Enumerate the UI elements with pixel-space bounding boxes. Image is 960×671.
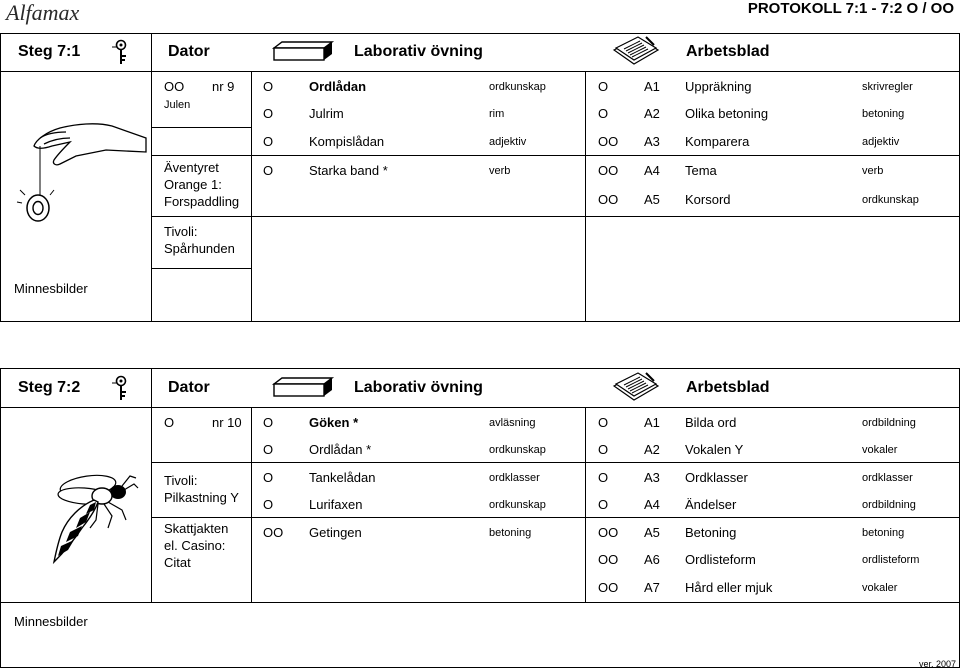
ab-row-tag: verb — [862, 165, 884, 177]
ab-row-mark: OO — [598, 163, 619, 178]
dator-row-name: Starka band * — [309, 163, 388, 178]
dator-row-tag: ordklasser — [489, 472, 540, 484]
ab-row-mark: O — [598, 497, 609, 512]
dator-row-name: Kompislådan — [309, 134, 385, 149]
ab-row-code: A3 — [644, 470, 660, 485]
dator-row-mark: O — [263, 415, 274, 430]
ab-row-mark: O — [598, 442, 609, 457]
yoyo-hand-illustration — [16, 116, 148, 224]
column-arbetsblad: Arbetsblad — [686, 43, 770, 60]
ab-row-mark: OO — [598, 580, 619, 595]
ab-row-code: A2 — [644, 106, 660, 121]
ab-row-code: A3 — [644, 134, 660, 149]
step2-left-skattjakten: Skattjakten — [164, 521, 229, 536]
ab-row-tag: ordklasser — [862, 472, 913, 484]
ab-row-code: A2 — [644, 442, 660, 457]
ab-row-tag: skrivregler — [862, 81, 913, 93]
dator-row-mark: O — [263, 106, 274, 121]
dator-row-tag: ordkunskap — [489, 499, 546, 511]
step1-left-tivoli: Tivoli: — [164, 224, 198, 239]
ab-row-tag: betoning — [862, 108, 905, 120]
dator-row-tag: verb — [489, 165, 511, 177]
step1-left-nr: nr 9 — [212, 79, 235, 94]
dator-row-name: Lurifaxen — [309, 497, 363, 512]
dator-row-name: Göken * — [309, 415, 359, 430]
ab-row-code: A4 — [644, 497, 660, 512]
step1-left-mark: OO — [164, 79, 185, 94]
ab-row-name: Vokalen Y — [685, 442, 744, 457]
ab-row-name: Olika betoning — [685, 106, 769, 121]
block-icon — [272, 40, 334, 62]
ab-row-name: Komparera — [685, 134, 750, 149]
column-labb: Laborativ övning — [354, 379, 483, 396]
dator-row-mark: O — [263, 497, 274, 512]
ab-row-name: Ordklasser — [685, 470, 748, 485]
ab-row-mark: OO — [598, 134, 619, 149]
ab-row-tag: ordbildning — [862, 499, 916, 511]
ab-row-tag: vokaler — [862, 582, 898, 594]
step2-left-casino: el. Casino: — [164, 538, 226, 553]
step1-left-aventyret: Äventyret — [164, 160, 219, 175]
ab-row-tag: ordlisteform — [862, 554, 920, 566]
column-dator: Dator — [168, 43, 210, 60]
step2-left-pilkastning: Pilkastning Y — [164, 490, 239, 505]
step2-left-tivoli: Tivoli: — [164, 473, 198, 488]
block-icon — [272, 376, 334, 398]
dator-row-name: Julrim — [309, 106, 344, 121]
ab-row-tag: ordkunskap — [862, 194, 919, 206]
dator-row-mark: O — [263, 442, 274, 457]
ab-row-name: Tema — [685, 163, 717, 178]
ab-row-code: A1 — [644, 415, 660, 430]
ab-row-code: A5 — [644, 192, 660, 207]
wasp-illustration — [30, 466, 140, 566]
column-arbetsblad: Arbetsblad — [686, 379, 770, 396]
dator-row-tag: adjektiv — [489, 136, 527, 148]
dator-row-name: Ordlådan * — [309, 442, 372, 457]
step2-left-citat: Citat — [164, 555, 191, 570]
ab-row-code: A7 — [644, 580, 660, 595]
dator-row-tag: betoning — [489, 527, 532, 539]
step1-left-orange: Orange 1: — [164, 177, 222, 192]
ab-row-name: Betoning — [685, 525, 737, 540]
dator-row-tag: rim — [489, 108, 505, 120]
ab-row-name: Uppräkning — [685, 79, 752, 94]
ab-row-tag: vokaler — [862, 444, 898, 456]
ab-row-tag: betoning — [862, 527, 905, 539]
dator-row-mark: OO — [263, 525, 284, 540]
ab-row-tag: adjektiv — [862, 136, 900, 148]
step2-minnesbilder: Minnesbilder — [14, 614, 88, 629]
ab-row-mark: OO — [598, 525, 619, 540]
dator-row-mark: O — [263, 79, 274, 94]
worksheet-icon — [612, 36, 660, 66]
ab-row-mark: OO — [598, 552, 619, 567]
ab-row-tag: ordbildning — [862, 417, 916, 429]
ab-row-mark: OO — [598, 192, 619, 207]
version-label: ver. 2007 — [918, 659, 956, 669]
key-icon — [108, 39, 134, 65]
ab-row-code: A6 — [644, 552, 660, 567]
step2-title: Steg 7:2 — [18, 379, 81, 396]
brand-logo: Alfamax — [6, 0, 80, 25]
column-dator: Dator — [168, 379, 210, 396]
column-labb: Laborativ övning — [354, 43, 483, 60]
dator-row-name: Ordlådan — [309, 79, 367, 94]
step2-left-nr: nr 10 — [212, 415, 242, 430]
ab-row-code: A1 — [644, 79, 660, 94]
ab-row-mark: O — [598, 106, 609, 121]
step1-left-forspaddling: Forspaddling — [164, 194, 240, 209]
ab-row-mark: O — [598, 79, 609, 94]
protocol-title: PROTOKOLL 7:1 - 7:2 O / OO — [747, 0, 954, 17]
dator-row-tag: avläsning — [489, 417, 536, 429]
ab-row-code: A5 — [644, 525, 660, 540]
dator-row-tag: ordkunskap — [489, 444, 546, 456]
step1-minnesbilder: Minnesbilder — [14, 281, 88, 296]
ab-row-name: Bilda ord — [685, 415, 737, 430]
ab-row-mark: O — [598, 470, 609, 485]
dator-row-name: Tankelådan — [309, 470, 376, 485]
ab-row-name: Korsord — [685, 192, 731, 207]
ab-row-name: Ändelser — [685, 497, 737, 512]
ab-row-mark: O — [598, 415, 609, 430]
ab-row-name: Hård eller mjuk — [685, 580, 773, 595]
dator-row-mark: O — [263, 134, 274, 149]
step1-left-julen: Julen — [164, 99, 191, 111]
dator-row-mark: O — [263, 470, 274, 485]
worksheet-icon — [612, 372, 660, 402]
dator-row-name: Getingen — [309, 525, 362, 540]
dator-row-tag: ordkunskap — [489, 81, 546, 93]
step2-frame — [0, 368, 960, 668]
step2-left-mark: O — [164, 415, 175, 430]
step1-title: Steg 7:1 — [18, 43, 81, 60]
step1-left-sparhunden: Spårhunden — [164, 241, 235, 256]
ab-row-name: Ordlisteform — [685, 552, 756, 567]
dator-row-mark: O — [263, 163, 274, 178]
key-icon — [108, 375, 134, 401]
ab-row-code: A4 — [644, 163, 660, 178]
